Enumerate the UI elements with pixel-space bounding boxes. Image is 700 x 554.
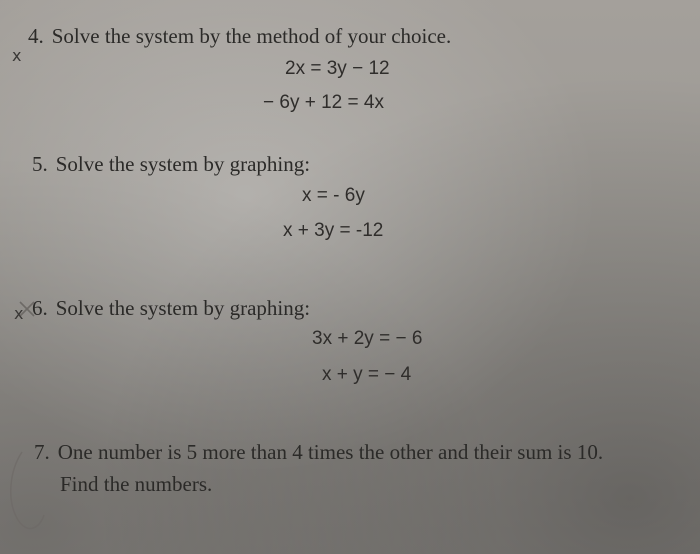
problem-5 <box>32 152 310 177</box>
problem-7-number: 7. <box>34 440 50 464</box>
problem-6-prompt: Solve the system by graphing: <box>55 296 311 320</box>
problem-5-prompt: Solve the system by graphing: <box>55 152 311 176</box>
problem-6 <box>32 296 310 321</box>
problem-7-prompt-line-2: Find the numbers. <box>60 472 213 496</box>
problem-4-equation-1: 2x = 3y − 12 <box>285 58 390 79</box>
problem-4-number: 4. <box>28 24 44 48</box>
problem-6-equation-2: x + y = − 4 <box>322 364 412 385</box>
problem-4 <box>28 24 451 49</box>
problem-4-equation-2: − 6y + 12 = 4x <box>263 92 384 113</box>
problem-5-equation-2: x + 3y = -12 <box>283 220 384 241</box>
problem-7-prompt: One number is 5 more than 4 times the other and their sum is 10. <box>57 440 604 464</box>
problem-7 <box>34 440 603 465</box>
problem-5-number: 5. <box>32 152 48 176</box>
x-mark-problem-6: x <box>14 304 24 323</box>
x-mark-problem-4: x <box>12 46 22 65</box>
problem-5-equation-1: x = - 6y <box>302 185 365 206</box>
problem-6-number: 6. <box>32 296 48 320</box>
problem-6-equation-1: 3x + 2y = − 6 <box>312 328 423 349</box>
problem-4-prompt: Solve the system by the method of your choice. <box>51 24 452 48</box>
